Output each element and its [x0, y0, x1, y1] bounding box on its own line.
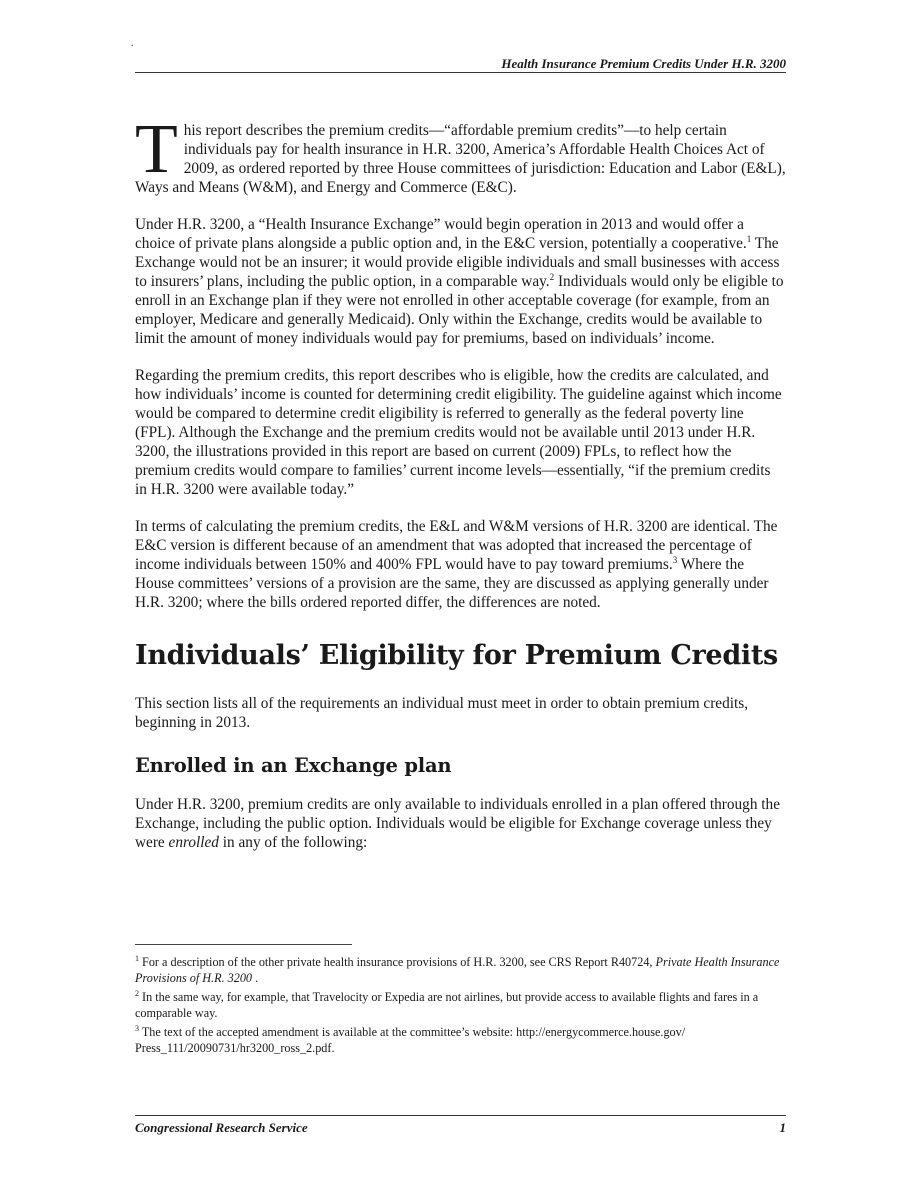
footnote-number: 3: [135, 1024, 139, 1033]
footer-organization: Congressional Research Service: [135, 1120, 308, 1135]
footnote-ref-3[interactable]: 3: [672, 555, 678, 565]
running-header: Health Insurance Premium Credits Under H.R. 3200: [501, 56, 786, 71]
footnote-ref-2[interactable]: 2: [549, 272, 555, 282]
footnotes: [135, 955, 786, 1060]
exchange-paragraph: [135, 215, 786, 348]
footnote-number: 2: [135, 989, 139, 998]
intro-paragraph: [135, 111, 786, 197]
section-intro-paragraph: This section lists all of the requirements an individual must meet in order to obtain premium credits, beginning in 2013.: [135, 695, 749, 731]
footnote-3: [135, 1025, 786, 1056]
report-title: Private Health Insurance Provisions of H.R. 3200: [135, 955, 780, 985]
header-mark: .: [131, 38, 134, 49]
intro-text: his report describes the premium credits—“affordable premium credits”—to help certain individuals pay for health insurance in H.R. 3200, America’s Affordable Health Choices Act of 2009, as ordered reported by three House committees of jurisdiction: Education and Labor (E&L), Ways and Means (W&M), and Energy and Commerce (E&C).: [135, 122, 786, 196]
subsection-paragraph: [135, 795, 786, 852]
header-divider: [135, 72, 786, 73]
footnote-text: For a description of the other private health insurance provisions of H.R. 3200, see CRS Report R40724,: [139, 955, 656, 969]
versions-text-b: Where the House committees’ versions of a provision are the same, they are discussed as applying generally under H.R. 3200; where the bills ordered reported differ, the differences are noted.: [135, 556, 769, 611]
footnote-number: 1: [135, 954, 139, 963]
exchange-text-c: Individuals would only be eligible to enroll in an Exchange plan if they were not enrolled in other acceptable coverage (for example, from an employer, Medicare and generally Medicaid). Only within the Exchange, credits would be available to limit the amount of money individuals would pay for premiums, based on individuals’ income.: [135, 273, 784, 347]
main-content: [135, 111, 786, 870]
footnote-divider: [135, 944, 352, 945]
footnote-ref-1[interactable]: 1: [746, 234, 752, 244]
footer-divider: [135, 1115, 786, 1116]
credits-paragraph: Regarding the premium credits, this report describes who is eligible, how the credits are calculated, and how individuals’ income is counted for determining credit eligibility. The guideline against which income would be compared to determine credit eligibility is referred to generally as the federal poverty line (FPL). Although the Exchange and the premium credits would not be available until 2013 under H.R. 3200, the illustrations provided in this report are based on current (2009) FPLs, to reflect how the premium credits would compare to families’ current income levels—essentially, “if the premium credits in H.R. 3200 were available today.”: [135, 367, 782, 498]
footnote-1: [135, 955, 786, 986]
versions-text-a: In terms of calculating the premium credits, the E&L and W&M versions of H.R. 3200 are identical. The E&C version is different because of an amendment that was adopted that increased the percentage of income individuals between 150% and 400% FPL would have to pay toward premiums.: [135, 518, 778, 573]
exchange-text-b: The Exchange would not be an insurer; it would provide eligible individuals and small businesses with access to insurers’ plans, including the public option, in a comparable way.: [135, 235, 780, 290]
versions-paragraph: [135, 517, 786, 612]
subsection-text-b: in any of the following:: [218, 834, 368, 851]
footnote-text-end: .: [252, 970, 259, 985]
drop-cap: T: [135, 111, 178, 188]
page-number: 1: [779, 1120, 786, 1135]
subsection-text-a: Under H.R. 3200, premium credits are only available to individuals enrolled in a plan offered through the Exchange, including the public option. Individuals would be eligible for Exchange coverage unless they were: [135, 796, 780, 851]
footnote-2: [135, 990, 786, 1021]
exchange-text-a: Under H.R. 3200, a “Health Insurance Exchange” would begin operation in 2013 and would offer a choice of private plans alongside a public option and, in the E&C version, potentially a cooperative.: [135, 216, 747, 252]
footnote-text: The text of the accepted amendment is available at the committee’s website: http://energycommerce.house.gov/ Press_111/20090731/hr3200_ross_2.pdf.: [135, 1025, 686, 1055]
footnote-text: In the same way, for example, that Travelocity or Expedia are not airlines, but provide access to available flights and fares in a comparable way.: [135, 990, 759, 1020]
subsection-emphasis: enrolled: [168, 834, 219, 851]
subsection-heading: Enrolled in an Exchange plan: [135, 754, 452, 777]
section-heading: Individuals’ Eligibility for Premium Credits: [135, 640, 778, 671]
